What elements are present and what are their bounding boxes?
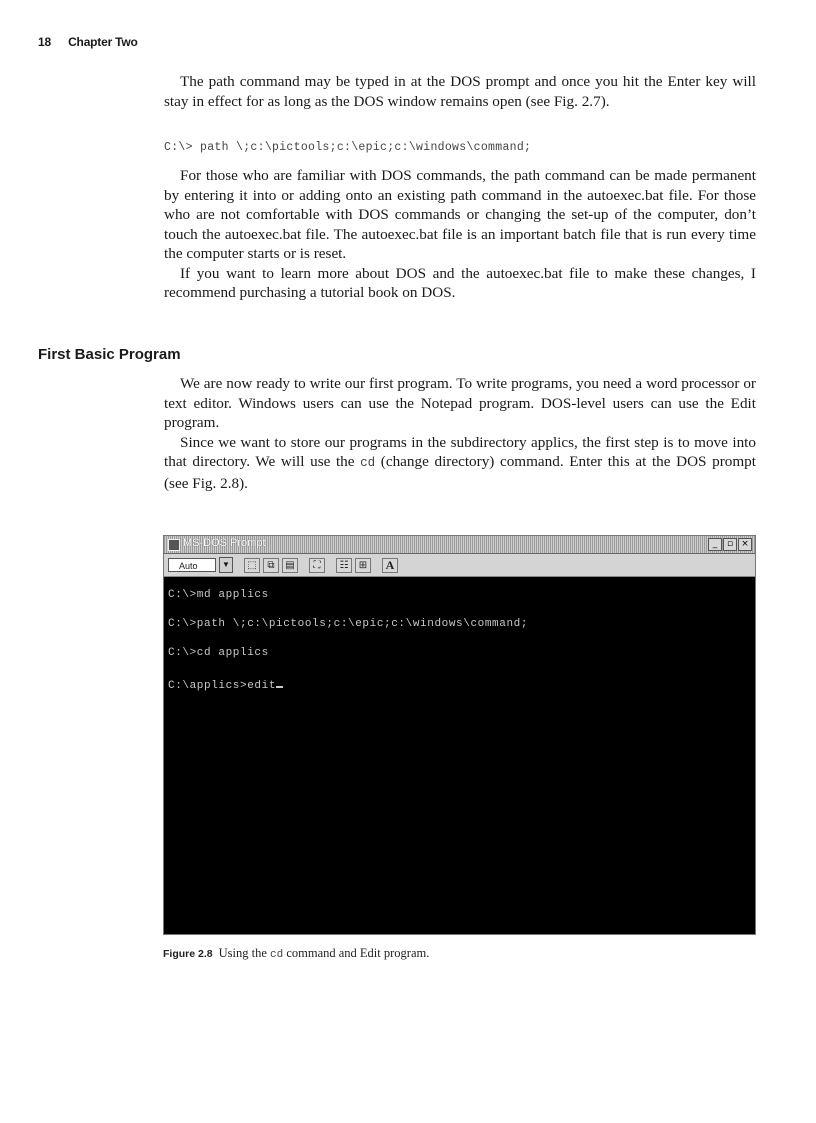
para5-before: Since we want to store our programs in the subdirectory applics, the first step is to move into that directory. We will use the [164, 433, 756, 470]
figure-caption [163, 946, 429, 961]
background-icon[interactable]: ⊞ [355, 558, 371, 573]
paragraph-autoexec: For those who are familiar with DOS commands, the path command can be made permanent by entering it into or adding onto an existing path command in the autoexec.bat file. For those who are not comfortable with DOS commands or changing the set-up of the computer, don’t touch the autoexec.bat file. The autoexec.bat file is an important batch file that is run every time the computer starts or is reset. [164, 167, 756, 262]
paste-icon[interactable]: ▤ [282, 558, 298, 573]
dos-titlebar[interactable] [164, 536, 755, 554]
chevron-down-icon[interactable]: ▼ [219, 557, 233, 573]
console-line-cd: C:\>cd applics [168, 647, 269, 659]
copy-icon[interactable]: ⧉ [263, 558, 279, 573]
minimize-button[interactable]: _ [708, 538, 722, 551]
full-screen-icon[interactable]: ⛶ [309, 558, 325, 573]
paragraph-learn-more: If you want to learn more about DOS and the autoexec.bat file to make these changes, I recommend purchasing a tutorial book on DOS. [164, 264, 756, 301]
dos-console[interactable] [164, 577, 755, 705]
paragraph-path-command: The path command may be typed in at the DOS prompt and once you hit the Enter key will stay in effect for as long as the DOS window remains open (see Fig. 2.7). [164, 73, 756, 110]
properties-icon[interactable]: ☷ [336, 558, 352, 573]
section-heading: First Basic Program [38, 346, 181, 363]
close-button[interactable]: × [738, 538, 752, 551]
figure-label: Figure 2.8 [163, 948, 213, 960]
text-block-1 [164, 72, 756, 111]
console-edit-text: C:\applics>edit [168, 680, 277, 692]
dos-prompt-window [163, 535, 756, 935]
page-number: 18 [38, 35, 51, 49]
font-size-select[interactable]: Auto [168, 558, 216, 572]
paragraph-subdirectory [164, 433, 756, 494]
text-block-2 [164, 166, 756, 303]
path-command-example: C:\> path \;c:\pictools;c:\epic;c:\windows\command; [164, 141, 532, 154]
text-block-3 [164, 374, 756, 493]
chapter-title: Chapter Two [68, 35, 138, 49]
console-line-path: C:\>path \;c:\pictools;c:\epic;c:\windows\command; [168, 618, 529, 630]
para5-after: (change directory) command. Enter this at the DOS prompt (see Fig. 2.8). [164, 453, 756, 492]
dos-window-title: MS-DOS Prompt [183, 537, 266, 549]
dos-toolbar [164, 554, 755, 577]
paragraph-ready: We are now ready to write our first program. To write programs, you need a word processor or text editor. Windows users can use the Notepad program. DOS-level users can use the Edit program. [164, 375, 756, 431]
maximize-button[interactable]: ▫ [723, 538, 737, 551]
caption-cd-code: cd [270, 949, 284, 961]
msdos-icon [168, 539, 180, 551]
mark-icon[interactable]: ⬚ [244, 558, 260, 573]
window-controls [708, 538, 752, 551]
text-cursor [276, 676, 283, 688]
caption-before: Using the [218, 946, 270, 960]
caption-after: command and Edit program. [283, 946, 430, 960]
running-head [38, 35, 138, 49]
cd-inline-code: cd [360, 456, 376, 470]
font-icon[interactable]: A [382, 558, 398, 573]
console-line-md: C:\>md applics [168, 589, 269, 601]
console-line-edit [168, 676, 755, 705]
